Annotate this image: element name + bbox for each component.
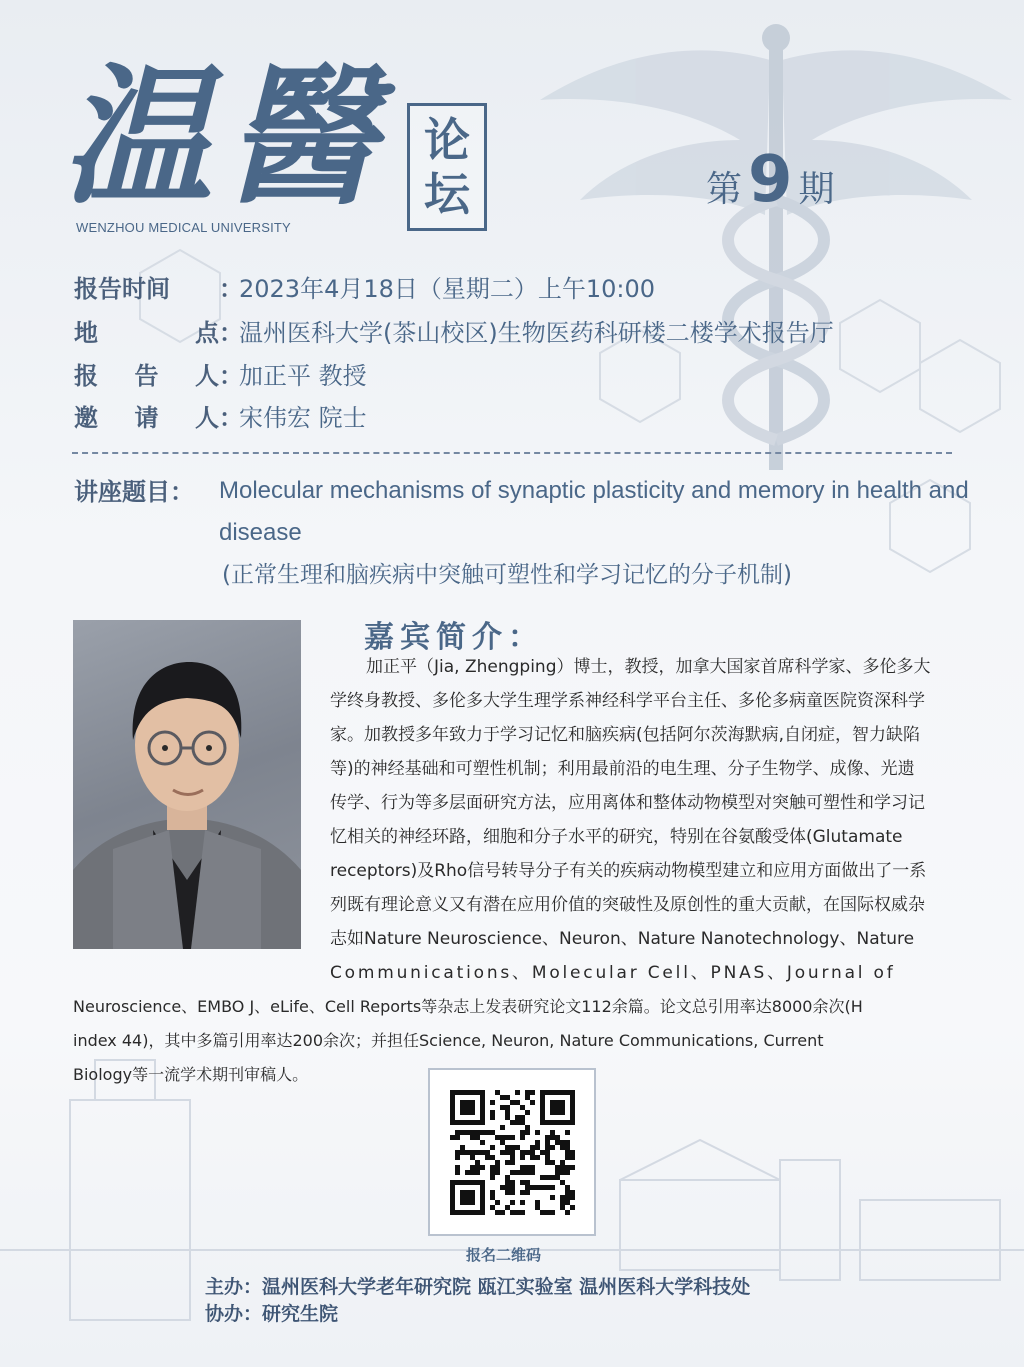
- qr-module: [570, 1190, 575, 1195]
- qr-module: [530, 1165, 535, 1170]
- qr-module: [515, 1100, 520, 1105]
- info-row-place: [74, 312, 834, 348]
- qr-finder: [460, 1100, 475, 1115]
- topic-title-cn: (正常生理和脑疾病中突触可塑性和学习记忆的分子机制): [222, 562, 792, 588]
- qr-module: [560, 1205, 565, 1210]
- qr-module: [475, 1130, 480, 1135]
- qr-module: [530, 1185, 535, 1190]
- qr-module: [570, 1195, 575, 1200]
- registration-qr-code[interactable]: [428, 1068, 596, 1236]
- qr-module: [465, 1130, 470, 1135]
- qr-module: [455, 1165, 460, 1170]
- qr-module: [525, 1150, 530, 1155]
- qr-module: [540, 1150, 545, 1155]
- bio-line: 等)的神经基础和可塑性机制；利用最前沿的电生理、分子生物学、成像、光遗: [330, 759, 915, 779]
- qr-module: [495, 1160, 500, 1165]
- qr-module: [535, 1185, 540, 1190]
- qr-module: [525, 1190, 530, 1195]
- qr-module: [545, 1175, 550, 1180]
- info-row-inviter: [74, 397, 367, 433]
- bio-line: 志如Nature Neuroscience、Neuron、Nature Nanotechnology、Nature: [330, 929, 915, 949]
- qr-module: [570, 1150, 575, 1155]
- topic-label: 讲座题目：: [74, 478, 194, 506]
- qr-module: [515, 1120, 520, 1125]
- qr-module: [490, 1155, 495, 1160]
- qr-module: [495, 1170, 500, 1175]
- title-char-yi: 醫: [225, 49, 376, 225]
- qr-module: [475, 1135, 480, 1140]
- qr-module: [505, 1180, 510, 1185]
- qr-module: [490, 1100, 495, 1105]
- label-char: 人: [195, 403, 219, 432]
- qr-module: [535, 1200, 540, 1205]
- qr-module: [550, 1135, 555, 1140]
- qr-module: [470, 1165, 475, 1170]
- qr-module: [550, 1160, 555, 1165]
- dashed-divider: [72, 452, 952, 454]
- qr-module: [490, 1190, 495, 1195]
- info-label-time: 报告时间: [74, 274, 170, 303]
- qr-module: [555, 1140, 560, 1145]
- info-label-inviter: [74, 398, 219, 433]
- qr-module: [535, 1205, 540, 1210]
- qr-finder: [460, 1190, 475, 1205]
- info-colon: ：: [219, 361, 243, 390]
- bio-line: 忆相关的神经环路，细胞和分子水平的研究，特别在谷氨酸受体(Glutamate: [330, 827, 903, 847]
- label-char: 告: [134, 361, 159, 390]
- qr-module: [455, 1155, 460, 1160]
- qr-module: [550, 1175, 555, 1180]
- qr-module: [520, 1150, 525, 1155]
- qr-module: [550, 1195, 555, 1200]
- info-value-place: 温州医科大学(茶山校区)生物医药科研楼二楼学术报告厅: [239, 318, 834, 347]
- qr-module: [495, 1165, 500, 1170]
- qr-module: [500, 1125, 505, 1130]
- qr-module: [490, 1165, 495, 1170]
- qr-module: [505, 1105, 510, 1110]
- qr-module: [460, 1150, 465, 1155]
- qr-module: [555, 1175, 560, 1180]
- qr-module: [565, 1195, 570, 1200]
- qr-module: [535, 1155, 540, 1160]
- qr-module: [570, 1205, 575, 1210]
- qr-module: [510, 1145, 515, 1150]
- qr-module: [560, 1170, 565, 1175]
- qr-module: [510, 1185, 515, 1190]
- qr-module: [525, 1110, 530, 1115]
- qr-module: [470, 1130, 475, 1135]
- qr-module: [525, 1090, 530, 1095]
- label-char: 点: [195, 318, 219, 347]
- qr-module: [525, 1180, 530, 1185]
- qr-module: [530, 1170, 535, 1175]
- qr-module: [505, 1175, 510, 1180]
- qr-module: [535, 1140, 540, 1145]
- qr-module: [490, 1170, 495, 1175]
- speaker-portrait-icon: [73, 620, 301, 949]
- title-char-wen: 温: [62, 49, 213, 225]
- label-char: 人: [195, 361, 219, 390]
- info-label-speaker: [74, 356, 219, 391]
- bio-line: receptors)及Rho信号转导分子有关的疾病动物模型建立和应用方面做出了一系: [330, 861, 927, 881]
- qr-module: [505, 1115, 510, 1120]
- qr-module: [500, 1135, 505, 1140]
- label-char: 地: [74, 318, 98, 347]
- qr-module: [545, 1140, 550, 1145]
- qr-module: [470, 1135, 475, 1140]
- qr-module: [560, 1165, 565, 1170]
- qr-module: [510, 1170, 515, 1175]
- info-row-time: [74, 268, 655, 304]
- qr-module: [520, 1135, 525, 1140]
- qr-module: [565, 1140, 570, 1145]
- qr-module: [560, 1195, 565, 1200]
- qr-module: [565, 1210, 570, 1215]
- qr-module: [555, 1165, 560, 1170]
- qr-module: [540, 1175, 545, 1180]
- qr-module: [510, 1100, 515, 1105]
- qr-module: [515, 1145, 520, 1150]
- info-label-place: [74, 313, 219, 348]
- qr-module: [470, 1155, 475, 1160]
- info-colon: ：: [219, 274, 243, 303]
- bio-line: 列既有理论意义又有潜在应用价值的突破性及原创性的重大贡献，在国际权威杂: [330, 895, 925, 915]
- qr-module: [500, 1150, 505, 1155]
- label-char: 邀: [74, 403, 98, 432]
- qr-module: [475, 1165, 480, 1170]
- organizer-host: 主办：温州医科大学老年研究院 瓯江实验室 温州医科大学科技处: [205, 1276, 751, 1298]
- qr-module: [560, 1180, 565, 1185]
- qr-module: [535, 1145, 540, 1150]
- info-row-speaker: [74, 355, 367, 391]
- issue-number: [706, 143, 835, 217]
- bio-line: index 44)，其中多篇引用率达200余次；并担任Science, Neuron, Nature Communications, Current: [73, 1031, 824, 1050]
- qr-module: [560, 1140, 565, 1145]
- seal-char-lun: 论: [424, 113, 470, 167]
- qr-module: [510, 1160, 515, 1165]
- qr-module: [560, 1200, 565, 1205]
- qr-module: [495, 1210, 500, 1215]
- qr-module: [520, 1190, 525, 1195]
- qr-module: [490, 1145, 495, 1150]
- qr-module: [520, 1155, 525, 1160]
- qr-module: [565, 1185, 570, 1190]
- qr-module: [545, 1150, 550, 1155]
- qr-finder: [550, 1100, 565, 1115]
- qr-module: [555, 1170, 560, 1175]
- qr-module: [505, 1190, 510, 1195]
- qr-module: [530, 1145, 535, 1150]
- qr-module: [505, 1185, 510, 1190]
- qr-module: [485, 1130, 490, 1135]
- qr-module: [530, 1150, 535, 1155]
- qr-module: [510, 1155, 515, 1160]
- qr-module: [460, 1145, 465, 1150]
- seal-char-tan: 坛: [424, 167, 470, 221]
- qr-module: [475, 1170, 480, 1175]
- qr-module: [495, 1200, 500, 1205]
- bio-line: Biology等一流学术期刊审稿人。: [73, 1065, 309, 1084]
- qr-module: [545, 1160, 550, 1165]
- qr-module: [485, 1150, 490, 1155]
- qr-module: [520, 1105, 525, 1110]
- qr-module: [510, 1120, 515, 1125]
- qr-module: [545, 1145, 550, 1150]
- qr-module: [515, 1090, 520, 1095]
- qr-module: [565, 1165, 570, 1170]
- issue-prefix: 第: [706, 169, 743, 210]
- qr-module: [565, 1190, 570, 1195]
- qr-module: [480, 1140, 485, 1145]
- bio-line: 家。加教授多年致力于学习记忆和脑疾病(包括阿尔茨海默病,自闭症，智力缺陷: [330, 725, 921, 745]
- qr-module: [500, 1095, 505, 1100]
- qr-module: [565, 1130, 570, 1135]
- qr-module: [455, 1170, 460, 1175]
- qr-module: [500, 1185, 505, 1190]
- qr-module: [545, 1210, 550, 1215]
- bio-line: 加正平（Jia, Zhengping）博士，教授，加拿大国家首席科学家、多伦多大: [366, 657, 931, 677]
- qr-module: [545, 1135, 550, 1140]
- qr-module: [475, 1150, 480, 1155]
- qr-label: 报名二维码: [466, 1246, 542, 1264]
- qr-module: [500, 1105, 505, 1110]
- qr-module: [450, 1135, 455, 1140]
- qr-module: [520, 1210, 525, 1215]
- info-colon: ：: [219, 318, 243, 347]
- qr-module: [525, 1125, 530, 1130]
- info-value-speaker: 加正平 教授: [239, 361, 367, 390]
- qr-module: [485, 1155, 490, 1160]
- qr-module: [510, 1190, 515, 1195]
- qr-code-icon[interactable]: [430, 1070, 594, 1234]
- qr-module: [465, 1170, 470, 1175]
- qr-module: [530, 1155, 535, 1160]
- qr-module: [520, 1120, 525, 1125]
- qr-module: [565, 1155, 570, 1160]
- qr-module: [470, 1150, 475, 1155]
- qr-module: [520, 1130, 525, 1135]
- qr-module: [505, 1135, 510, 1140]
- qr-module: [510, 1200, 515, 1205]
- qr-module: [520, 1170, 525, 1175]
- qr-module: [515, 1210, 520, 1215]
- qr-module: [455, 1135, 460, 1140]
- qr-module: [565, 1150, 570, 1155]
- qr-module: [535, 1130, 540, 1135]
- university-name-en: WENZHOU MEDICAL UNIVERSITY: [76, 220, 291, 235]
- qr-module: [455, 1150, 460, 1155]
- topic-title-en: Molecular mechanisms of synaptic plasticity and memory in health and disease: [219, 477, 969, 546]
- qr-module: [490, 1110, 495, 1115]
- qr-module: [560, 1160, 565, 1165]
- issue-num: 9: [748, 143, 793, 217]
- speaker-photo: [73, 620, 301, 949]
- qr-module: [495, 1090, 500, 1095]
- qr-module: [550, 1210, 555, 1215]
- qr-module: [515, 1115, 520, 1120]
- qr-module: [505, 1205, 510, 1210]
- qr-module: [520, 1165, 525, 1170]
- guest-heading: 嘉宾简介：: [364, 620, 544, 655]
- qr-module: [505, 1145, 510, 1150]
- qr-module: [510, 1135, 515, 1140]
- info-value-inviter: 宋伟宏 院士: [239, 403, 367, 432]
- qr-module: [525, 1130, 530, 1135]
- qr-module: [480, 1130, 485, 1135]
- qr-module: [525, 1095, 530, 1100]
- qr-module: [500, 1140, 505, 1145]
- qr-module: [495, 1135, 500, 1140]
- qr-module: [555, 1135, 560, 1140]
- qr-module: [510, 1150, 515, 1155]
- qr-module: [545, 1155, 550, 1160]
- qr-module: [565, 1145, 570, 1150]
- qr-module: [525, 1165, 530, 1170]
- qr-module: [520, 1180, 525, 1185]
- organizer-co-host: 协办：研究生院: [205, 1303, 339, 1325]
- qr-module: [490, 1130, 495, 1135]
- qr-module: [525, 1170, 530, 1175]
- qr-module: [475, 1160, 480, 1165]
- info-colon: ：: [219, 403, 243, 432]
- qr-module: [510, 1180, 515, 1185]
- qr-module: [490, 1115, 495, 1120]
- qr-module: [465, 1150, 470, 1155]
- qr-module: [550, 1130, 555, 1135]
- label-char: 报: [74, 361, 98, 390]
- qr-module: [500, 1210, 505, 1215]
- qr-module: [550, 1145, 555, 1150]
- caduceus-icon: [540, 24, 1012, 470]
- bio-line: Neuroscience、EMBO J、eLife、Cell Reports等杂志上发表研究论文112余篇。论文总引用率达8000余次(H: [73, 997, 863, 1016]
- qr-module: [510, 1210, 515, 1215]
- qr-module: [540, 1210, 545, 1215]
- bio-line: 传学、行为等多层面研究方法，应用离体和整体动物模型对突触可塑性和学习记: [330, 793, 925, 813]
- bio-line: Communications、Molecular Cell、PNAS、Journal of: [330, 963, 896, 983]
- qr-module: [520, 1200, 525, 1205]
- qr-module: [525, 1185, 530, 1190]
- label-char: 请: [134, 403, 159, 432]
- qr-module: [565, 1170, 570, 1175]
- qr-module: [470, 1170, 475, 1175]
- qr-module: [570, 1165, 575, 1170]
- qr-module: [490, 1195, 495, 1200]
- qr-module: [455, 1130, 460, 1135]
- qr-module: [490, 1175, 495, 1180]
- qr-module: [505, 1150, 510, 1155]
- qr-module: [540, 1185, 545, 1190]
- issue-suffix: 期: [798, 169, 835, 210]
- qr-module: [480, 1150, 485, 1155]
- qr-module: [545, 1185, 550, 1190]
- qr-module: [460, 1130, 465, 1135]
- qr-module: [515, 1170, 520, 1175]
- qr-module: [565, 1200, 570, 1205]
- qr-module: [530, 1100, 535, 1105]
- bio-line: 学终身教授、多伦多大学生理学系神经科学平台主任、多伦多病童医院资深科学: [330, 691, 925, 711]
- forum-seal: [407, 103, 487, 231]
- qr-module: [530, 1090, 535, 1095]
- info-value-time: 2023年4月18日（星期二）上午10:00: [239, 274, 656, 303]
- qr-module: [490, 1205, 495, 1210]
- qr-module: [550, 1185, 555, 1190]
- qr-module: [480, 1165, 485, 1170]
- qr-module: [505, 1110, 510, 1115]
- qr-module: [505, 1095, 510, 1100]
- qr-module: [520, 1115, 525, 1120]
- qr-module: [505, 1160, 510, 1165]
- qr-module: [560, 1145, 565, 1150]
- qr-module: [570, 1155, 575, 1160]
